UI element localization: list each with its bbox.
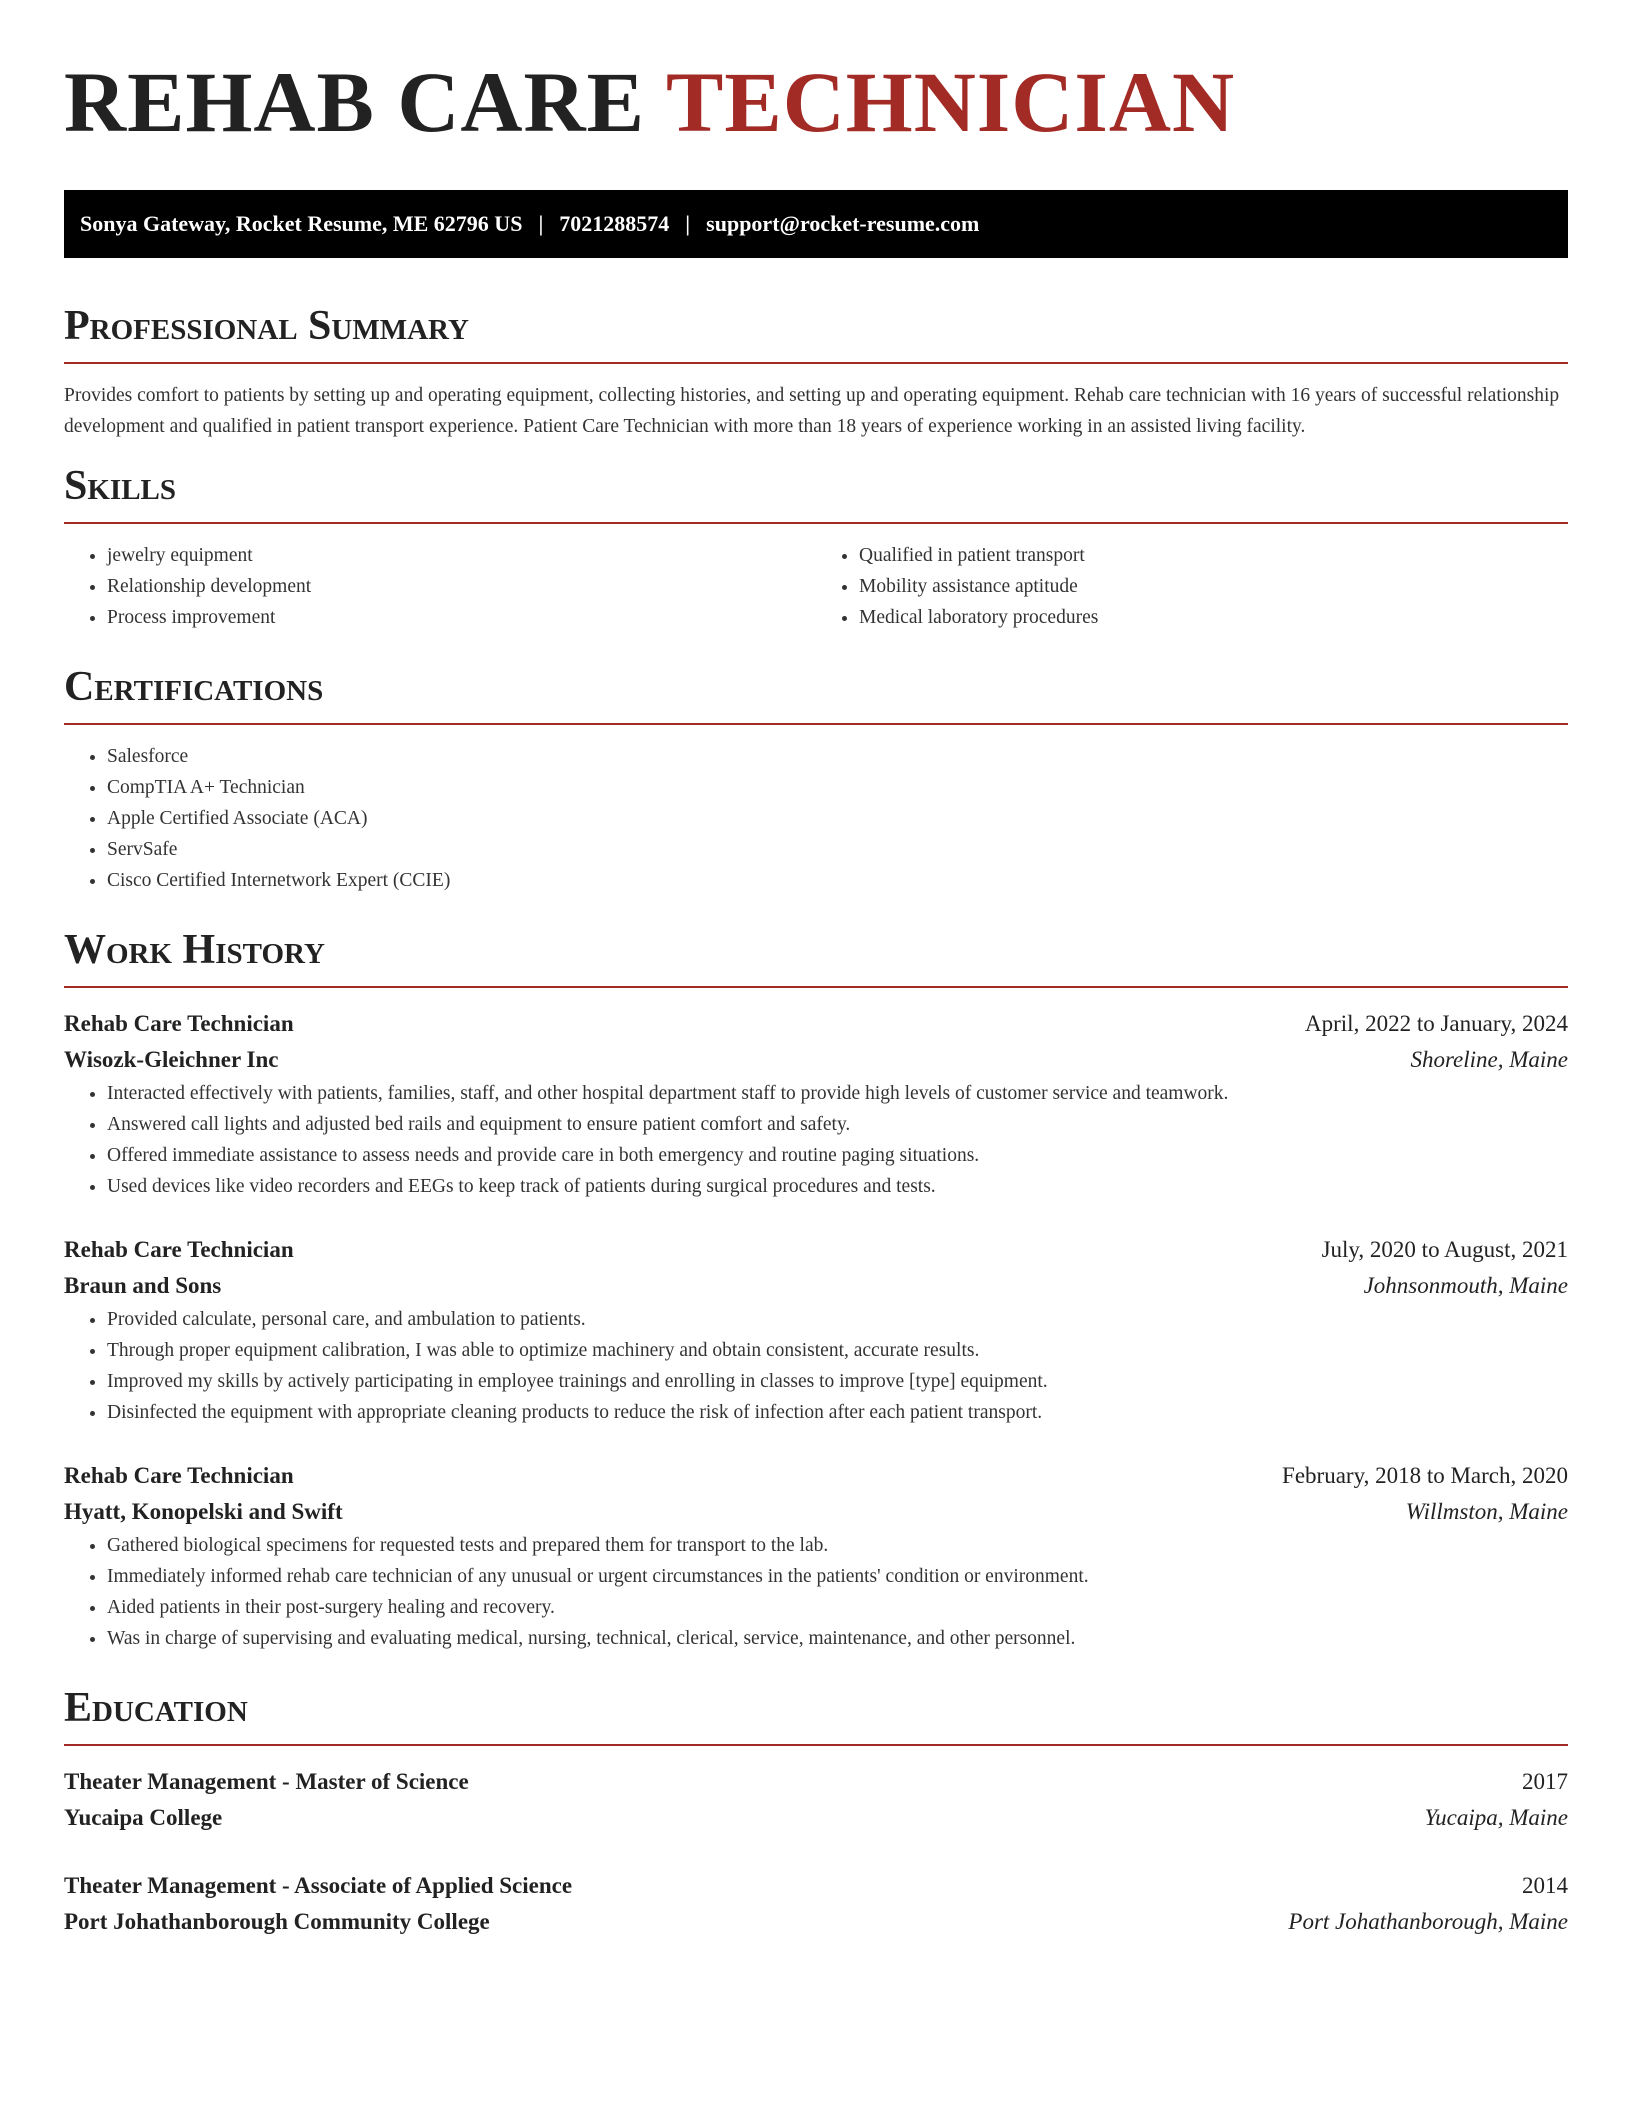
certification-item: • ServSafe <box>107 834 1568 865</box>
section-title-education: Education <box>64 1685 248 1731</box>
contact-bar <box>64 190 1568 258</box>
education-subheader <box>64 1800 1568 1836</box>
job-header <box>64 1006 1568 1042</box>
contact-email: support@rocket-resume.com <box>706 211 980 236</box>
education-entry <box>64 1868 1568 1940</box>
skill-item: • Qualified in patient transport <box>859 540 1568 571</box>
job-bullet: • Improved my skills by actively participating in employee trainings and enrolling in classes to improve [type] equipment. <box>107 1366 1568 1397</box>
job-company: Wisozk-Gleichner Inc <box>64 1047 279 1072</box>
job-location: Johnsonmouth, Maine <box>1363 1273 1568 1298</box>
education-location: Port Johathanborough, Maine <box>1288 1909 1568 1934</box>
job-entry <box>64 1006 1568 1202</box>
education-subheader <box>64 1904 1568 1940</box>
job-bullet: • Aided patients in their post-surgery healing and recovery. <box>107 1592 1568 1623</box>
certification-item: • Salesforce <box>107 741 1568 772</box>
education-entry <box>64 1764 1568 1836</box>
certification-item: • CompTIA A+ Technician <box>107 772 1568 803</box>
skill-item: • Medical laboratory procedures <box>859 602 1568 633</box>
job-bullet: • Answered call lights and adjusted bed rails and equipment to ensure patient comfort and safety. <box>107 1109 1568 1140</box>
job-subheader <box>64 1042 1568 1078</box>
job-bullet: • Gathered biological specimens for requested tests and prepared them for transport to the lab. <box>107 1530 1568 1561</box>
education-school: Yucaipa College <box>64 1805 223 1830</box>
education-school: Port Johathanborough Community College <box>64 1909 490 1934</box>
job-bullet: • Through proper equipment calibration, I was able to optimize machinery and obtain consistent, accurate results. <box>107 1335 1568 1366</box>
job-dates: April, 2022 to January, 2024 <box>1305 1011 1568 1036</box>
contact-separator: | <box>538 211 544 236</box>
job-company: Hyatt, Konopelski and Swift <box>64 1499 343 1524</box>
contact-separator: | <box>685 211 691 236</box>
certification-item: • Apple Certified Associate (ACA) <box>107 803 1568 834</box>
certification-item: • Cisco Certified Internetwork Expert (CCIE) <box>107 865 1568 896</box>
education-header <box>64 1868 1568 1904</box>
education-year: 2017 <box>1522 1769 1568 1794</box>
job-location: Shoreline, Maine <box>1410 1047 1568 1072</box>
job-bullet: • Used devices like video recorders and EEGs to keep track of patients during surgical procedures and tests. <box>107 1171 1568 1202</box>
job-bullet: • Interacted effectively with patients, families, staff, and other hospital department staff to provide high levels of customer service and teamwork. <box>107 1078 1568 1109</box>
job-role: Rehab Care Technician <box>64 1011 294 1036</box>
section-title-work-history: Work History <box>64 927 325 973</box>
education-year: 2014 <box>1522 1873 1568 1898</box>
job-bullets <box>64 1304 1568 1428</box>
skills-section <box>64 462 1568 633</box>
education-degree: Theater Management - Associate of Applied Science <box>64 1873 573 1898</box>
education-location: Yucaipa, Maine <box>1424 1805 1568 1830</box>
job-dates: July, 2020 to August, 2021 <box>1321 1237 1568 1262</box>
job-bullet: • Was in charge of supervising and evaluating medical, nursing, technical, clerical, service, maintenance, and other personnel. <box>107 1623 1568 1654</box>
job-header <box>64 1232 1568 1268</box>
job-role: Rehab Care Technician <box>64 1237 294 1262</box>
section-title-certifications: Certifications <box>64 664 324 710</box>
contact-phone: 7021288574 <box>559 211 670 236</box>
job-entry <box>64 1458 1568 1654</box>
work-history-section <box>64 926 1568 1654</box>
section-title-summary: Professional Summary <box>64 303 469 349</box>
job-bullet: • Offered immediate assistance to assess needs and provide care in both emergency and routine paging situations. <box>107 1140 1568 1171</box>
job-bullets <box>64 1530 1568 1654</box>
job-bullets <box>64 1078 1568 1202</box>
contact-address: Sonya Gateway, Rocket Resume, ME 62796 US <box>80 211 523 236</box>
job-role: Rehab Care Technician <box>64 1463 294 1488</box>
job-header <box>64 1458 1568 1494</box>
education-section <box>64 1684 1568 1940</box>
job-subheader <box>64 1494 1568 1530</box>
skill-item: • Process improvement <box>107 602 816 633</box>
job-dates: February, 2018 to March, 2020 <box>1282 1463 1568 1488</box>
title-accent: TECHNICIAN <box>665 54 1236 150</box>
section-divider <box>64 986 1568 988</box>
section-divider <box>64 1744 1568 1746</box>
job-bullet: • Disinfected the equipment with appropriate cleaning products to reduce the risk of infection after each patient transport. <box>107 1397 1568 1428</box>
education-degree: Theater Management - Master of Science <box>64 1769 469 1794</box>
skill-item: • Relationship development <box>107 571 816 602</box>
job-bullet: • Provided calculate, personal care, and ambulation to patients. <box>107 1304 1568 1335</box>
summary-text: Provides comfort to patients by setting up and operating equipment, collecting histories, and setting up and operating equipment. Rehab care technician with 16 years of successful relationship development and qualified in patient transport experience. Patient Care Technician with more than 18 years of experience working in an assisted living facility. <box>64 385 1560 437</box>
skills-list-left <box>64 540 816 633</box>
job-bullet: • Immediately informed rehab care technician of any unusual or urgent circumstances in the patients' condition or environment. <box>107 1561 1568 1592</box>
resume-title <box>64 0 1568 152</box>
title-main: REHAB CARE <box>64 54 646 150</box>
section-divider <box>64 362 1568 364</box>
section-divider <box>64 723 1568 725</box>
job-location: Willmston, Maine <box>1405 1499 1568 1524</box>
certifications-section <box>64 663 1568 896</box>
job-entry <box>64 1232 1568 1428</box>
skills-list-right <box>816 540 1568 633</box>
job-subheader <box>64 1268 1568 1304</box>
job-company: Braun and Sons <box>64 1273 222 1298</box>
certifications-list <box>64 741 1568 896</box>
skills-grid <box>64 540 1568 633</box>
education-header <box>64 1764 1568 1800</box>
summary-section <box>64 302 1568 442</box>
skill-item: • Mobility assistance aptitude <box>859 571 1568 602</box>
section-divider <box>64 522 1568 524</box>
skill-item: • jewelry equipment <box>107 540 816 571</box>
section-title-skills: Skills <box>64 463 177 509</box>
